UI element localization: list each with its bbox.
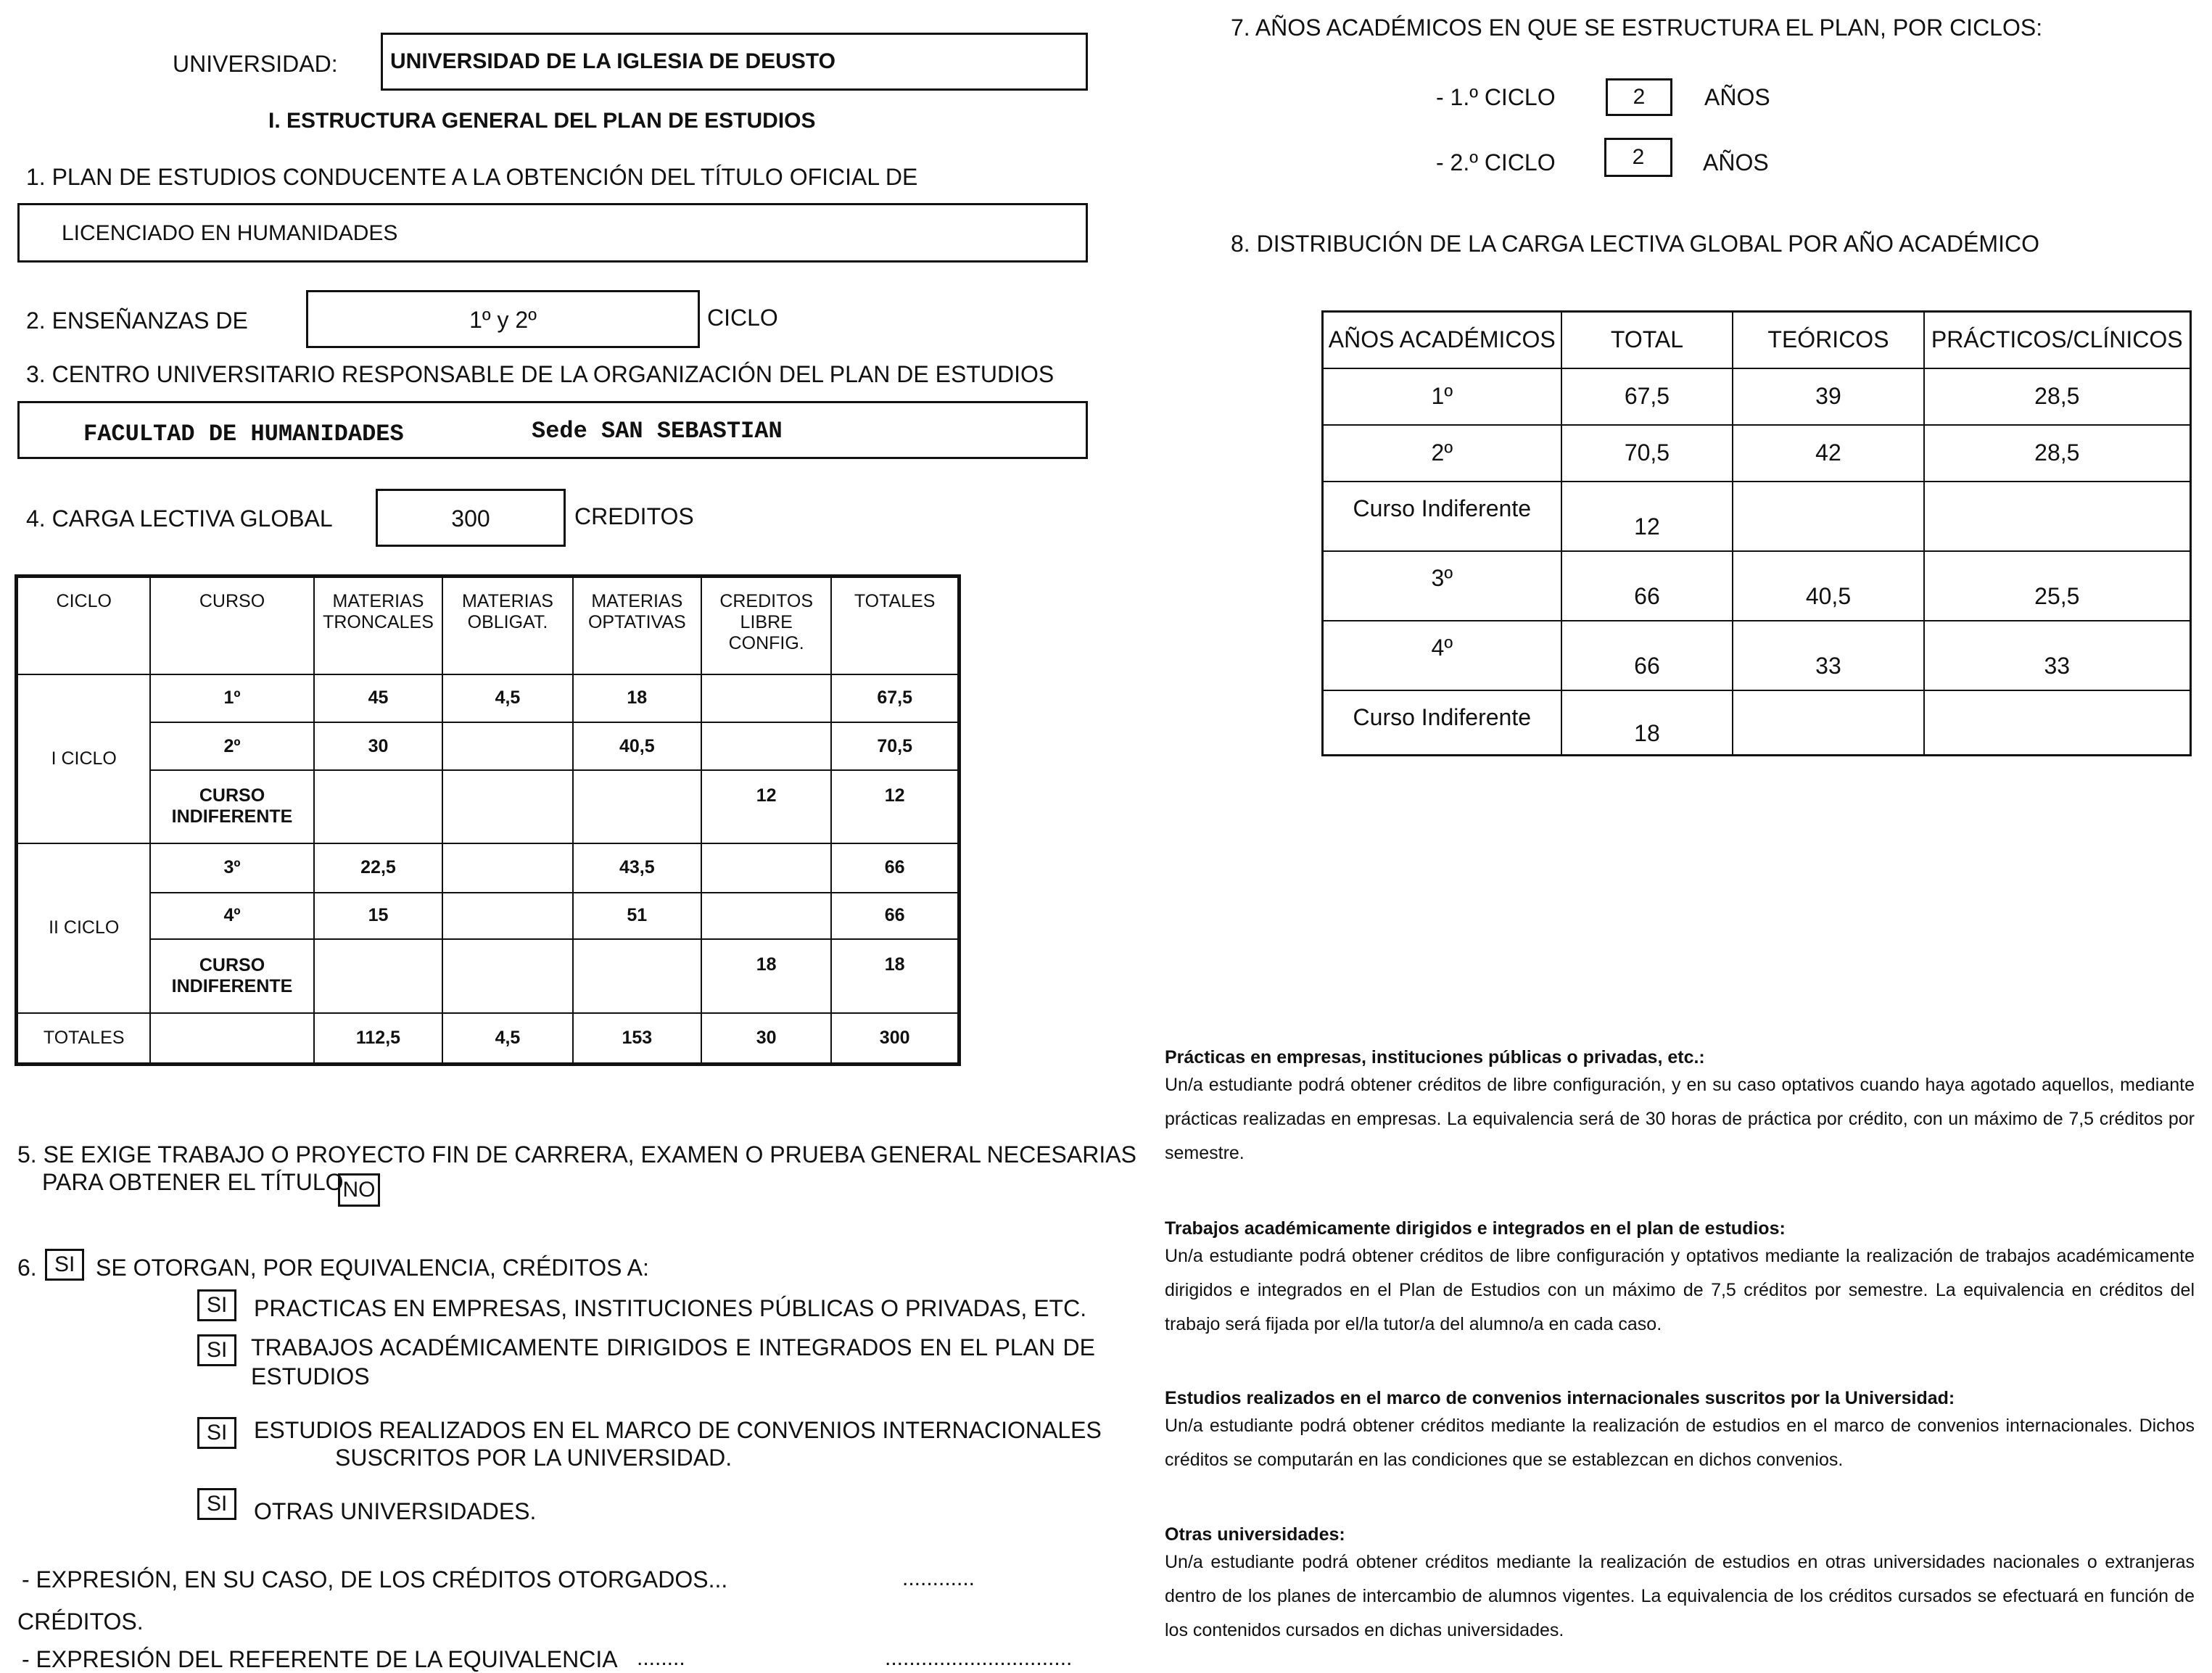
equiv-text: OTRAS UNIVERSIDADES. (254, 1498, 537, 1524)
expr2-dots-a: ........ (637, 1646, 685, 1670)
table-cell (701, 674, 831, 722)
table-cell (314, 770, 443, 843)
item2-suffix: CICLO (707, 305, 778, 331)
table-row (17, 674, 960, 722)
item2-value: 1º y 2º (469, 307, 537, 333)
section-title: I. ESTRUCTURA GENERAL DEL PLAN DE ESTUDIOS (268, 109, 816, 133)
table-row (17, 843, 960, 893)
item2-field (306, 290, 700, 348)
table-cell: 4,5 (442, 1013, 572, 1064)
table-cell: 12 (701, 770, 831, 843)
table-header-row (17, 577, 960, 674)
item1-value: LICENCIADO EN HUMANIDADES (62, 221, 398, 245)
header-cell: TOTALES (831, 577, 959, 674)
header-cell: TEÓRICOS (1733, 312, 1923, 368)
equiv-checkbox: SI (197, 1488, 236, 1520)
table-cell: 112,5 (314, 1013, 443, 1064)
table-cell: 30 (314, 722, 443, 770)
table-cell: 43,5 (573, 843, 701, 893)
item3-field (17, 401, 1088, 459)
table-cell: 22,5 (314, 843, 443, 893)
table-cell: 4,5 (442, 674, 572, 722)
table-cell: 3º (150, 843, 313, 893)
table-cell (1924, 690, 2191, 756)
paragraph-block (1165, 1218, 2195, 1342)
paragraph-title: Otras universidades: (1165, 1524, 1345, 1545)
header-cell: AÑOS ACADÉMICOS (1323, 312, 1561, 368)
paragraph-block (1165, 1047, 2195, 1170)
cycle-label: II CICLO (17, 843, 151, 1014)
table-cell: 40,5 (1733, 551, 1923, 621)
table-row (1323, 368, 2191, 425)
item4-field (376, 489, 566, 547)
table-cell: 40,5 (573, 722, 701, 770)
table-cell: 70,5 (831, 722, 959, 770)
table-cell: 42 (1733, 425, 1923, 482)
table-cell: 25,5 (1924, 551, 2191, 621)
table-cell: 18 (831, 939, 959, 1013)
table-cell (442, 722, 572, 770)
ciclo2-years: AÑOS (1703, 149, 1769, 175)
header-cell: CICLO (17, 577, 151, 674)
table-cell (701, 722, 831, 770)
item5-text-2: PARA OBTENER EL TÍTULO (42, 1169, 344, 1195)
paragraph-block (1165, 1524, 2195, 1648)
table-cell: 45 (314, 674, 443, 722)
table-cell: 15 (314, 893, 443, 939)
header-cell: MATERIAS TRONCALES (314, 577, 443, 674)
table-row (17, 770, 960, 843)
table-cell (1924, 482, 2191, 551)
equiv-checkbox: SI (197, 1289, 236, 1321)
expr1-dots: ............ (902, 1566, 975, 1590)
table-cell: 3º (1323, 551, 1561, 621)
ciclo2-value-box: 2 (1604, 138, 1672, 177)
equiv-text: PRACTICAS EN EMPRESAS, INSTITUCIONES PÚBLICAS O PRIVADAS, ETC. (254, 1295, 1087, 1321)
table-cell: 2º (150, 722, 313, 770)
table-row (1323, 621, 2191, 690)
table-cell: Curso Indiferente (1323, 482, 1561, 551)
credits-table (15, 574, 961, 1066)
table-row (1323, 425, 2191, 482)
universidad-label: UNIVERSIDAD: (173, 51, 338, 77)
item3-value-b: Sede SAN SEBASTIAN (532, 418, 783, 445)
table-cell: 67,5 (831, 674, 959, 722)
table-cell: 4º (150, 893, 313, 939)
ciclo1-value-box: 2 (1606, 78, 1672, 116)
item8-label: 8. DISTRIBUCIÓN DE LA CARGA LECTIVA GLOBAL POR AÑO ACADÉMICO (1231, 231, 2039, 257)
table-cell: 39 (1733, 368, 1923, 425)
table-cell: CURSO INDIFERENTE (150, 770, 313, 843)
item6-prefix: 6. (17, 1255, 37, 1281)
table-cell (150, 1013, 313, 1064)
header-cell: MATERIAS OPTATIVAS (573, 577, 701, 674)
equiv-checkbox: SI (197, 1417, 236, 1449)
item3-value-a: FACULTAD DE HUMANIDADES (83, 421, 404, 447)
table-row (17, 893, 960, 939)
header-cell: CURSO (150, 577, 313, 674)
header-cell: MATERIAS OBLIGAT. (442, 577, 572, 674)
table-cell (573, 770, 701, 843)
table-row (17, 722, 960, 770)
table-cell (1733, 690, 1923, 756)
paragraph-body: Un/a estudiante podrá obtener créditos de libre configuración y optativos mediante la realización de trabajos académicamente dirigidos e integrados en el Plan de Estudios con un máximo de 7,5 créditos por semestre. La equivalencia en créditos del trabajo será fijada por el/la tutor/a del alumno/a en cada caso. (1165, 1246, 2195, 1334)
item7-label: 7. AÑOS ACADÉMICOS EN QUE SE ESTRUCTURA EL PLAN, POR CICLOS: (1231, 15, 2043, 41)
table-cell: 70,5 (1561, 425, 1733, 482)
table-cell (442, 939, 572, 1013)
table-cell: 300 (831, 1013, 959, 1064)
equiv-text-2: SUSCRITOS POR LA UNIVERSIDAD. (335, 1445, 732, 1471)
table-row (1323, 482, 2191, 551)
equiv-checkbox: SI (197, 1334, 236, 1366)
paragraph-body: Un/a estudiante podrá obtener créditos mediante la realización de estudios en el marco de convenios internacionales. Dichos créditos se computarán en las condiciones que se establezcan en dichos convenios. (1165, 1416, 2195, 1470)
table-cell (442, 770, 572, 843)
table-cell: 18 (573, 674, 701, 722)
table-cell (314, 939, 443, 1013)
item4-suffix: CREDITOS (574, 503, 694, 529)
distribution-table (1321, 310, 2192, 756)
table-cell (701, 843, 831, 893)
paragraph-body: Un/a estudiante podrá obtener créditos de libre configuración, y en su caso optativos cuando haya agotado aquellos, mediante prácticas realizadas en empresas. La equivalencia será de 30 horas de práctica por crédito, con un máximo de 7,5 créditos por semestre. (1165, 1075, 2195, 1163)
table-cell: 66 (831, 843, 959, 893)
paragraph-title: Prácticas en empresas, instituciones públicas o privadas, etc.: (1165, 1047, 1705, 1067)
item5-text: 5. SE EXIGE TRABAJO O PROYECTO FIN DE CARRERA, EXAMEN O PRUEBA GENERAL NECESARIAS (17, 1141, 1136, 1168)
table-cell: 2º (1323, 425, 1561, 482)
creditos-text: CRÉDITOS. (17, 1608, 144, 1635)
table-cell: Curso Indiferente (1323, 690, 1561, 756)
table-cell: 1º (1323, 368, 1561, 425)
table-cell: 153 (573, 1013, 701, 1064)
table-cell (1733, 482, 1923, 551)
table-cell: 1º (150, 674, 313, 722)
table-row (17, 939, 960, 1013)
paragraph-body: Un/a estudiante podrá obtener créditos mediante la realización de estudios en otras universidades nacionales o extranjeras dentro de los planes de intercambio de alumnos vigentes. La equivalencia de los créditos cursados se efectuará en función de los contenidos cursados en dichas universidades. (1165, 1552, 2195, 1640)
table-header-row (1323, 312, 2191, 368)
table-cell: 18 (1561, 690, 1733, 756)
universidad-field (381, 33, 1088, 91)
table-cell: 28,5 (1924, 425, 2191, 482)
item6-text: SE OTORGAN, POR EQUIVALENCIA, CRÉDITOS A: (96, 1255, 649, 1281)
item6-checkbox: SI (45, 1249, 84, 1281)
item1-label: 1. PLAN DE ESTUDIOS CONDUCENTE A LA OBTENCIÓN DEL TÍTULO OFICIAL DE (26, 164, 918, 190)
item5-value-box: NO (338, 1173, 380, 1207)
table-totals-row (17, 1013, 960, 1064)
table-cell: 4º (1323, 621, 1561, 690)
table-cell: 33 (1733, 621, 1923, 690)
table-cell (442, 843, 572, 893)
table-cell: 67,5 (1561, 368, 1733, 425)
item1-field (17, 203, 1088, 263)
item4-label: 4. CARGA LECTIVA GLOBAL (26, 505, 333, 532)
table-cell: TOTALES (17, 1013, 151, 1064)
universidad-value: UNIVERSIDAD DE LA IGLESIA DE DEUSTO (390, 49, 835, 73)
item3-label: 3. CENTRO UNIVERSITARIO RESPONSABLE DE LA ORGANIZACIÓN DEL PLAN DE ESTUDIOS (26, 361, 1055, 387)
table-cell: 66 (1561, 551, 1733, 621)
expr1-text: - EXPRESIÓN, EN SU CASO, DE LOS CRÉDITOS OTORGADOS... (22, 1566, 728, 1593)
equiv-text-2: ESTUDIOS (251, 1363, 370, 1389)
header-cell: CREDITOS LIBRE CONFIG. (701, 577, 831, 674)
ciclo2-label: - 2.º CICLO (1436, 149, 1556, 175)
item4-value: 300 (451, 505, 490, 532)
header-cell: PRÁCTICOS/CLÍNICOS (1924, 312, 2191, 368)
paragraph-block (1165, 1388, 2195, 1477)
table-cell: 28,5 (1924, 368, 2191, 425)
equiv-text: ESTUDIOS REALIZADOS EN EL MARCO DE CONVENIOS INTERNACIONALES (254, 1417, 1102, 1443)
ciclo1-years: AÑOS (1704, 84, 1770, 110)
equiv-text: TRABAJOS ACADÉMICAMENTE DIRIGIDOS E INTEGRADOS EN EL PLAN DE (251, 1334, 1095, 1360)
table-cell (701, 893, 831, 939)
paragraph-title: Trabajos académicamente dirigidos e integrados en el plan de estudios: (1165, 1218, 1786, 1239)
table-cell (442, 893, 572, 939)
item2-label: 2. ENSEÑANZAS DE (26, 307, 248, 334)
table-cell: 51 (573, 893, 701, 939)
table-row (1323, 690, 2191, 756)
table-cell: 33 (1924, 621, 2191, 690)
cycle-label: I CICLO (17, 674, 151, 843)
expr2-text: - EXPRESIÓN DEL REFERENTE DE LA EQUIVALENCIA (22, 1646, 618, 1672)
table-cell: CURSO INDIFERENTE (150, 939, 313, 1013)
table-row (1323, 551, 2191, 621)
table-cell: 12 (831, 770, 959, 843)
expr2-dots-b: ............................... (885, 1646, 1073, 1670)
table-cell: 66 (831, 893, 959, 939)
table-cell: 66 (1561, 621, 1733, 690)
paragraph-title: Estudios realizados en el marco de convenios internacionales suscritos por la Universidad: (1165, 1388, 1955, 1408)
table-cell (573, 939, 701, 1013)
table-cell: 30 (701, 1013, 831, 1064)
table-cell: 12 (1561, 482, 1733, 551)
ciclo1-label: - 1.º CICLO (1436, 84, 1556, 110)
table-cell: 18 (701, 939, 831, 1013)
header-cell: TOTAL (1561, 312, 1733, 368)
